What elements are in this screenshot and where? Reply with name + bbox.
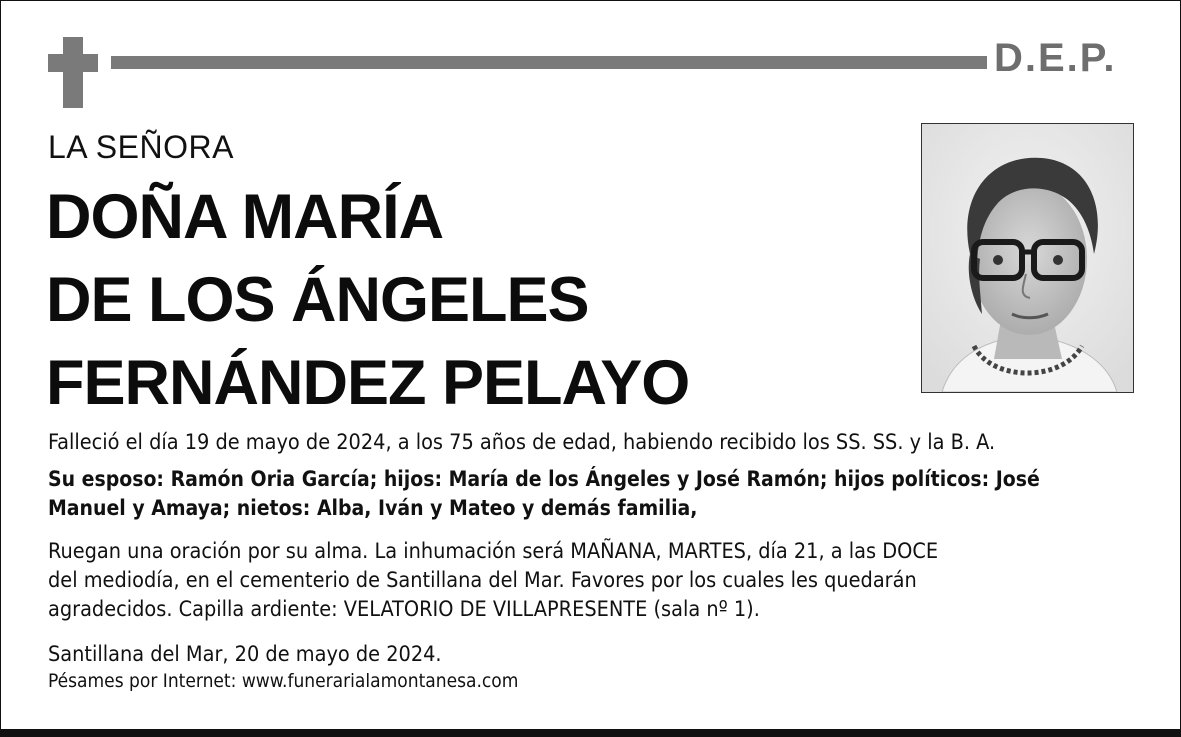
name-line: DOÑA MARÍA: [46, 182, 444, 252]
service-line: agradecidos. Capilla ardiente: VELATORIO DE VILLAPRESENTE (sala nº 1).: [48, 597, 760, 622]
name-line: DE LOS ÁNGELES: [46, 265, 589, 335]
portrait-photo: [921, 123, 1134, 393]
service-line: del mediodía, en el cementerio de Santillana del Mar. Favores por los cuales les quedarán: [48, 568, 917, 593]
deceased-name: [46, 176, 689, 425]
place-date: Santillana del Mar, 20 de mayo de 2024.: [48, 642, 442, 667]
bottom-border: [0, 729, 1181, 737]
honorific: LA SEÑORA: [48, 129, 234, 165]
header-rule: [111, 56, 987, 69]
family-list: [48, 465, 1040, 523]
latin-cross-icon: [48, 37, 98, 108]
family-line: Manuel y Amaya; nietos: Alba, Iván y Mateo y demás familia,: [48, 496, 698, 520]
condolences-link[interactable]: Pésames por Internet: www.funerarialamontanesa.com: [48, 670, 519, 692]
family-line: Su esposo: Ramón Oria García; hijos: María de los Ángeles y José Ramón; hijos políticos: José: [48, 467, 1040, 491]
service-line: Ruegan una oración por su alma. La inhumación será MAÑANA, MARTES, día 21, a las DOCE: [48, 539, 939, 564]
death-statement: Falleció el día 19 de mayo de 2024, a los 75 años de edad, habiendo recibido los SS. SS. y la B. A.: [48, 430, 996, 455]
dep-label: D.E.P.: [994, 36, 1117, 80]
service-details: [48, 537, 938, 624]
name-line: FERNÁNDEZ PELAYO: [46, 348, 690, 418]
